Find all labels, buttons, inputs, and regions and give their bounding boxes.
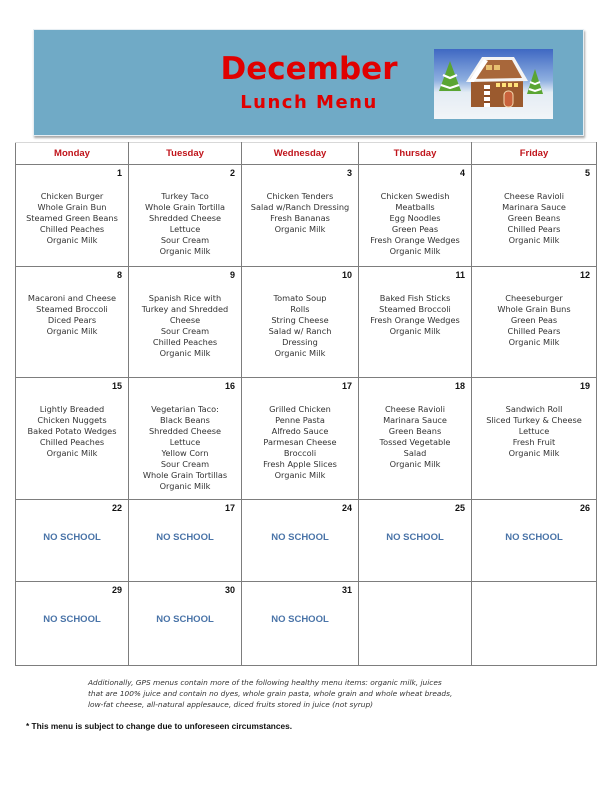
- menu-item: Fresh Orange Wedges: [370, 235, 460, 245]
- menu-items: [472, 293, 596, 348]
- day-cell: [359, 165, 472, 267]
- no-school-label: NO SCHOOL: [386, 532, 444, 543]
- menu-item: Lettuce: [169, 437, 201, 447]
- menu-items: [472, 404, 596, 459]
- menu-item: Marinara Sauce: [502, 202, 566, 212]
- day-number: 1: [116, 168, 122, 178]
- no-school-label: NO SCHOOL: [271, 532, 329, 543]
- note-line: Additionally, GPS menus contain more of the following healthy menu items: organic milk, juices: [88, 678, 442, 687]
- week-row: [16, 378, 597, 500]
- day-number: 26: [579, 503, 590, 513]
- gingerbread-house-icon: [434, 49, 553, 119]
- menu-items: [16, 404, 128, 459]
- healthy-items-note: [88, 677, 548, 710]
- day-number: 25: [454, 503, 465, 513]
- week-row: [16, 582, 597, 666]
- day-number: 30: [224, 585, 235, 595]
- weekday-header-row: [16, 143, 597, 165]
- menu-item: Broccoli: [283, 448, 317, 458]
- day-number: 9: [229, 270, 235, 280]
- no-school-label: NO SCHOOL: [156, 532, 214, 543]
- menu-item: Sliced Turkey & Cheese: [486, 415, 582, 425]
- menu-item: Chilled Peaches: [152, 337, 218, 347]
- menu-item: Organic Milk: [46, 326, 98, 336]
- day-number: 4: [459, 168, 465, 178]
- menu-item: Whole Grain Bun: [37, 202, 107, 212]
- menu-item: Fresh Fruit: [512, 437, 556, 447]
- menu-item: Cheese Ravioli: [503, 191, 565, 201]
- menu-item: Fresh Orange Wedges: [370, 315, 460, 325]
- day-cell: [129, 165, 242, 267]
- menu-item: Organic Milk: [389, 246, 441, 256]
- menu-item: Vegetarian Taco:: [151, 404, 219, 414]
- day-cell: [472, 267, 597, 378]
- menu-item: Sour Cream: [160, 459, 210, 469]
- day-cell: [242, 378, 359, 500]
- menu-item: Sour Cream: [160, 326, 210, 336]
- menu-item: Shredded Cheese: [148, 213, 222, 223]
- menu-item: Lightly Breaded: [39, 404, 105, 414]
- menu-item: Organic Milk: [508, 337, 560, 347]
- page-title: December: [220, 51, 398, 87]
- menu-item: Organic Milk: [274, 470, 326, 480]
- day-cell: [242, 267, 359, 378]
- day-number: 31: [341, 585, 352, 595]
- day-cell: [472, 165, 597, 267]
- day-cell: [129, 267, 242, 378]
- menu-item: Fresh Bananas: [270, 213, 330, 223]
- menu-item: Chilled Pears: [507, 224, 561, 234]
- menu-item: Egg Noodles: [389, 213, 441, 223]
- menu-item: Organic Milk: [389, 459, 441, 469]
- note-line: that are 100% juice and contain no dyes, whole grain pasta, whole grain and whole wheat breads,: [88, 689, 453, 698]
- menu-item: Whole Grain Tortilla: [144, 202, 226, 212]
- no-school-label: NO SCHOOL: [156, 614, 214, 625]
- menu-item: Yellow Corn: [161, 448, 209, 458]
- menu-item: Steamed Broccoli: [36, 304, 108, 314]
- menu-item: Grilled Chicken: [269, 404, 331, 414]
- header-tuesday: Tuesday: [129, 143, 242, 165]
- day-cell: [359, 267, 472, 378]
- menu-item: Baked Potato Wedges: [27, 426, 117, 436]
- day-number: 8: [116, 270, 122, 280]
- day-cell: [359, 500, 472, 582]
- menu-item: Spanish Rice with: [148, 293, 222, 303]
- menu-item: Turkey Taco: [161, 191, 209, 201]
- day-cell: [129, 500, 242, 582]
- menu-item: Cheese: [169, 315, 201, 325]
- menu-item: Sandwich Roll: [505, 404, 563, 414]
- menu-items: [242, 191, 358, 235]
- menu-item: Sour Cream: [160, 235, 210, 245]
- menu-items: [359, 191, 471, 257]
- menu-items: [16, 293, 128, 337]
- menu-items: [129, 404, 241, 492]
- day-number: 19: [579, 381, 590, 391]
- gingerbread-house-image: [434, 49, 553, 119]
- menu-items: [242, 293, 358, 359]
- menu-item: Dressing: [282, 337, 318, 347]
- day-cell: [472, 378, 597, 500]
- day-number: 10: [341, 270, 352, 280]
- menu-item: Marinara Sauce: [383, 415, 447, 425]
- menu-item: Chicken Swedish: [380, 191, 450, 201]
- day-cell: [16, 582, 129, 666]
- day-number: [472, 582, 596, 597]
- menu-items: [242, 404, 358, 481]
- menu-item: Salad: [403, 448, 427, 458]
- menu-items: [129, 293, 241, 359]
- day-cell: [129, 378, 242, 500]
- header-friday: Friday: [472, 143, 597, 165]
- menu-item: Tomato Soup: [273, 293, 327, 303]
- week-row: [16, 267, 597, 378]
- menu-item: Steamed Green Beans: [26, 213, 118, 223]
- menu-items: [472, 191, 596, 246]
- menu-item: Green Peas: [391, 224, 439, 234]
- header-monday: Monday: [16, 143, 129, 165]
- menu-item: Organic Milk: [159, 348, 211, 358]
- menu-item: Organic Milk: [46, 235, 98, 245]
- day-cell: [16, 165, 129, 267]
- day-cell: [359, 378, 472, 500]
- menu-item: Whole Grain Buns: [497, 304, 571, 314]
- menu-item: Organic Milk: [46, 448, 98, 458]
- no-school-label: NO SCHOOL: [43, 614, 101, 625]
- week-row: [16, 500, 597, 582]
- day-number: 16: [224, 381, 235, 391]
- menu-item: Lettuce: [169, 224, 201, 234]
- menu-item: Salad w/ Ranch: [268, 326, 332, 336]
- day-number: 11: [455, 270, 465, 280]
- menu-item: Organic Milk: [508, 448, 560, 458]
- menu-item: Meatballs: [395, 202, 435, 212]
- menu-item: Rolls: [290, 304, 310, 314]
- menu-item: Chilled Peaches: [39, 437, 105, 447]
- menu-item: Diced Pears: [47, 315, 97, 325]
- menu-item: Organic Milk: [274, 224, 326, 234]
- day-number: [359, 582, 471, 597]
- menu-item: Cheeseburger: [505, 293, 563, 303]
- header-wednesday: Wednesday: [242, 143, 359, 165]
- menu-item: Chilled Peaches: [39, 224, 105, 234]
- menu-item: Parmesan Cheese: [263, 437, 337, 447]
- menu-item: Baked Fish Sticks: [379, 293, 451, 303]
- day-number: 12: [579, 270, 590, 280]
- day-number: 3: [346, 168, 352, 178]
- menu-item: Alfredo Sauce: [271, 426, 329, 436]
- menu-item: Lettuce: [518, 426, 550, 436]
- day-cell: [129, 582, 242, 666]
- menu-item: Steamed Broccoli: [379, 304, 451, 314]
- menu-item: Chicken Nuggets: [37, 415, 107, 425]
- menu-item: Organic Milk: [159, 246, 211, 256]
- day-cell: [242, 165, 359, 267]
- day-number: 17: [341, 381, 352, 391]
- menu-items: [359, 404, 471, 470]
- day-number: 17: [224, 503, 235, 513]
- menu-items: [16, 191, 128, 246]
- menu-item: Salad w/Ranch Dressing: [250, 202, 350, 212]
- day-cell: [472, 500, 597, 582]
- menu-item: Tossed Vegetable: [379, 437, 451, 447]
- menu-item: Whole Grain Tortillas: [142, 470, 228, 480]
- no-school-label: NO SCHOOL: [43, 532, 101, 543]
- day-number: 22: [111, 503, 122, 513]
- header-thursday: Thursday: [359, 143, 472, 165]
- day-number: 5: [584, 168, 590, 178]
- day-cell: [242, 500, 359, 582]
- menu-items: [129, 191, 241, 257]
- menu-item: Organic Milk: [508, 235, 560, 245]
- day-cell: [16, 267, 129, 378]
- note-line: low-fat cheese, all-natural applesauce, diced fruits stored in juice (not syrup): [88, 700, 374, 709]
- menu-item: Penne Pasta: [275, 415, 325, 425]
- page-subtitle: Lunch Menu: [240, 92, 378, 113]
- menu-item: Organic Milk: [159, 481, 211, 491]
- menu-item: Chicken Tenders: [266, 191, 334, 201]
- menu-items: [359, 293, 471, 337]
- day-cell: [16, 378, 129, 500]
- menu-item: Black Beans: [160, 415, 210, 425]
- menu-item: Chicken Burger: [40, 191, 104, 201]
- menu-item: Fresh Apple Slices: [263, 459, 337, 469]
- menu-item: Green Beans: [507, 213, 561, 223]
- menu-item: String Cheese: [271, 315, 329, 325]
- week-row: [16, 165, 597, 267]
- menu-item: Shredded Cheese: [148, 426, 222, 436]
- day-cell: [359, 582, 472, 666]
- menu-item: Organic Milk: [389, 326, 441, 336]
- menu-item: Green Peas: [510, 315, 558, 325]
- menu-item: Cheese Ravioli: [384, 404, 446, 414]
- menu-item: Green Beans: [388, 426, 442, 436]
- header-banner: [33, 29, 584, 136]
- menu-item: Chilled Pears: [507, 326, 561, 336]
- day-cell: [242, 582, 359, 666]
- menu-item: Organic Milk: [274, 348, 326, 358]
- day-number: 24: [341, 503, 352, 513]
- day-number: 18: [454, 381, 465, 391]
- day-number: 29: [111, 585, 122, 595]
- menu-item: Macaroni and Cheese: [27, 293, 117, 303]
- lunch-calendar: [15, 142, 597, 666]
- no-school-label: NO SCHOOL: [271, 614, 329, 625]
- menu-item: Turkey and Shredded: [141, 304, 229, 314]
- day-cell: [16, 500, 129, 582]
- day-cell: [472, 582, 597, 666]
- no-school-label: NO SCHOOL: [505, 532, 563, 543]
- disclaimer: * This menu is subject to change due to unforeseen circumstances.: [26, 721, 293, 731]
- day-number: 15: [111, 381, 122, 391]
- day-number: 2: [229, 168, 235, 178]
